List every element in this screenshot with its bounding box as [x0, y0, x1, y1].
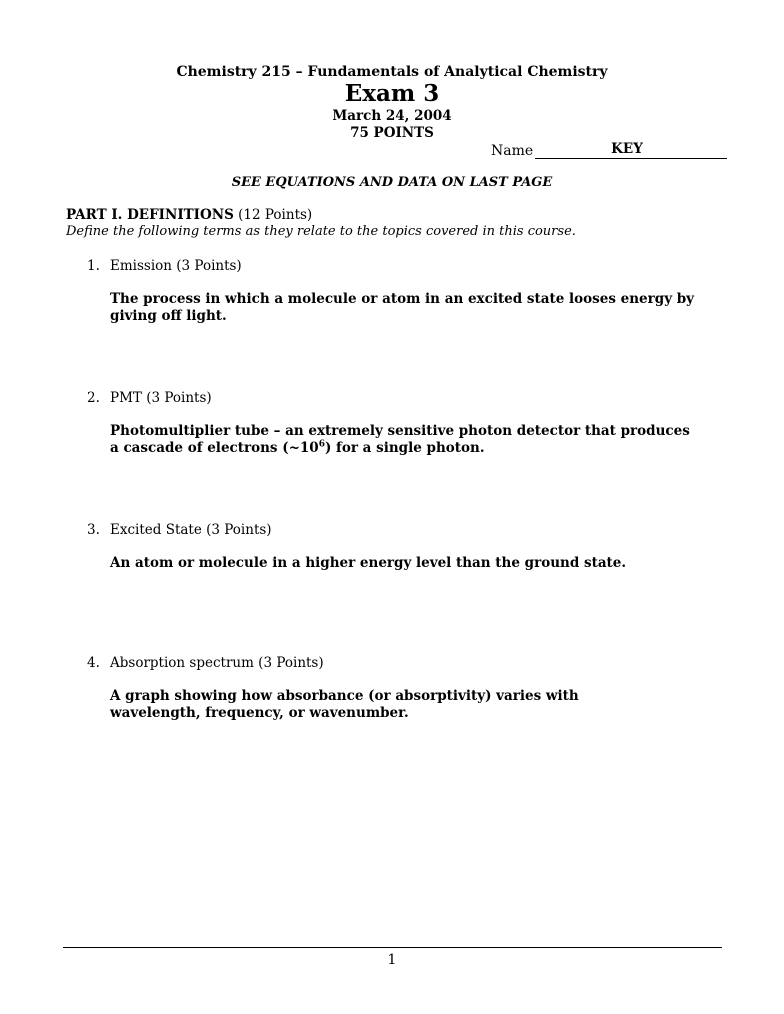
question-label: Excited State (3 Points) [110, 522, 272, 538]
answer-text: Photomultiplier tube – an extremely sensitive photon detector that produces a cascade of electrons (~10 [110, 423, 690, 456]
name-field: KEY [535, 141, 727, 159]
question-answer: The process in which a molecule or atom in an excited state looses energy by giving off light. [110, 291, 695, 324]
question-number: 4. [87, 655, 100, 671]
exam-points: 75 POINTS [350, 125, 434, 141]
footer-rule [63, 947, 722, 948]
question-number: 3. [87, 522, 100, 538]
exam-date: March 24, 2004 [332, 108, 452, 124]
question-answer: A graph showing how absorbance (or absorptivity) varies with wavelength, frequency, or wavenumber. [110, 688, 579, 721]
question-number: 1. [87, 258, 100, 274]
exam-title: Exam 3 [344, 80, 440, 107]
question-answer [110, 423, 700, 457]
part-heading-points: (12 Points) [233, 207, 313, 223]
question-answer: An atom or molecule in a higher energy level than the ground state. [110, 555, 627, 571]
name-line [491, 141, 727, 159]
answer-text-end: ) for a single photon. [324, 440, 485, 456]
answer-superscript: 6 [318, 439, 325, 450]
equations-notice: SEE EQUATIONS AND DATA ON LAST PAGE [231, 175, 553, 190]
name-label: Name [491, 143, 534, 159]
question-label: Absorption spectrum (3 Points) [110, 655, 324, 671]
part-heading [66, 207, 312, 223]
question-number: 2. [87, 390, 100, 406]
page-number: 1 [387, 952, 397, 968]
course-title: Chemistry 215 – Fundamentals of Analytical Chemistry [176, 64, 608, 80]
question-label: PMT (3 Points) [110, 390, 212, 406]
part-heading-title: PART I. DEFINITIONS [66, 207, 234, 223]
part-instructions: Define the following terms as they relate to the topics covered in this course. [66, 224, 576, 239]
question-label: Emission (3 Points) [110, 258, 242, 274]
